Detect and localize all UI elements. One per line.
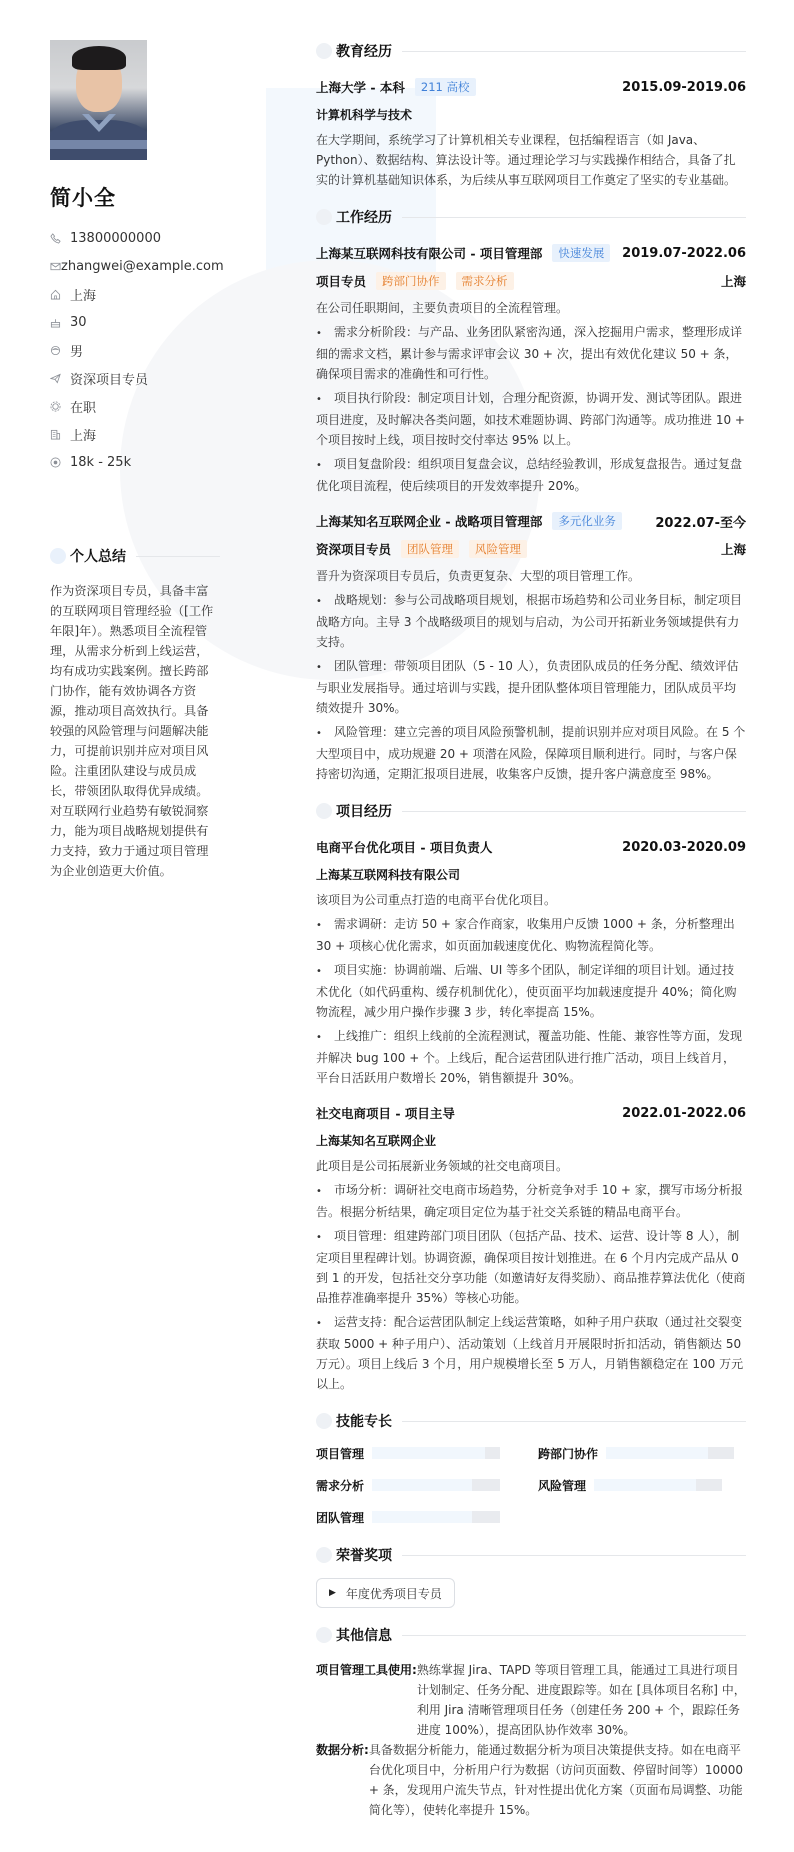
gender-value: 男 [70, 344, 84, 360]
section-dot-icon [50, 548, 66, 564]
skill-bar-fill [594, 1479, 696, 1491]
bullet-item: • 需求调研：走访 50 + 家合作商家，收集用户反馈 1000 + 条，分析整理出 30 + 项核心优化需求，如页面加载速度优化、购物流程简化等。 [316, 917, 735, 953]
summary-text: 作为资深项目专员，具备丰富的互联网项目管理经验（[工作年限]年）。熟悉项目全流程管理，从需求分析到上线运营，均有成功实践案例。擅长跨部门协作，能有效协调各方资源，推动项目高效执行。具备较强的风险管理与问题解决能力，可提前识别并应对项目风险。注重团队建设与成员成长，带领团队取得优异成绩。对互联网行业趋势有敏锐洞察力，能为项目战略规划提供有力支持，致力于通过项目管理为企业创造更大价值。 [50, 584, 214, 878]
bullet-item: • 项目复盘阶段：组织项目复盘会议，总结经验教训，形成复盘报告。通过复盘优化项目流程，使后续项目的开发效率提升 20%。 [316, 457, 743, 493]
candidate-name: 简小全 [50, 186, 116, 210]
job-role: 项目专员 [316, 274, 367, 289]
project-name: 电商平台优化项目 - 项目负责人 [316, 840, 493, 855]
skill-bar [372, 1447, 500, 1459]
status-value: 在职 [70, 400, 97, 416]
mail-icon [50, 261, 61, 272]
skill-label: 跨部门协作 [538, 1446, 599, 1461]
other-info-key: 项目管理工具使用: [316, 1663, 417, 1677]
work-bullets [316, 590, 746, 784]
bullet-item: • 团队管理：带领项目团队（5 - 10 人），负责团队成员的任务分配、绩效评估与职业发展指导。通过培训与实践，提升团队整体项目管理能力，团队成员平均绩效提升 30%。 [316, 659, 739, 715]
work-city-value: 上海 [70, 428, 97, 444]
divider [402, 1421, 746, 1422]
project-company: 上海某互联网科技有限公司 [316, 867, 461, 882]
info-location [50, 280, 220, 308]
divider [402, 811, 746, 812]
email-value: zhangwei@example.com [61, 258, 224, 274]
education-title: 教育经历 [336, 44, 392, 60]
skill-bar [606, 1447, 734, 1459]
main-column [316, 40, 746, 1836]
work-header [316, 206, 746, 228]
info-work-city [50, 420, 220, 448]
skill-bar [372, 1479, 500, 1491]
location-value: 上海 [70, 288, 97, 304]
status-icon [50, 401, 70, 412]
awards-section [316, 1544, 746, 1608]
skills-header [316, 1410, 746, 1432]
awards-header [316, 1544, 746, 1566]
section-dot-icon [316, 1413, 332, 1429]
award-label: 年度优秀项目专员 [345, 1586, 442, 1601]
work-section [316, 206, 746, 784]
work-location: 上海 [720, 274, 746, 289]
building-icon [50, 429, 70, 440]
skill-item [316, 1506, 538, 1528]
skill-item [316, 1474, 538, 1496]
skill-label: 项目管理 [316, 1446, 365, 1461]
phone-icon [50, 233, 70, 244]
divider [136, 556, 220, 557]
project-date: 2020.03-2020.09 [622, 839, 746, 855]
section-dot-icon [316, 1547, 332, 1563]
skill-tag: 跨部门协作 [376, 272, 446, 290]
work-location: 上海 [720, 542, 746, 557]
award-item [316, 1578, 455, 1608]
section-dot-icon [316, 209, 332, 225]
skill-label: 需求分析 [316, 1478, 365, 1493]
work-intro: 在公司任职期间，主要负责项目的全流程管理。 [316, 301, 569, 315]
divider [402, 51, 746, 52]
bullet-item: • 项目实施：协调前端、后端、UI 等多个团队，制定详细的项目计划。通过技术优化（如代码重构、缓存机制优化），使页面平均加载速度提升 40%；简化购物流程，减少用户操作步骤 3 步，转化率提高 15%。 [316, 963, 737, 1019]
triangle-right-icon: ▶ [329, 1588, 336, 1598]
info-salary [50, 448, 220, 476]
phone-value: 13800000000 [70, 230, 161, 246]
skill-bar-fill [372, 1511, 472, 1523]
cake-icon [50, 317, 70, 328]
major: 计算机科学与技术 [316, 107, 413, 122]
project-bullets [316, 1180, 746, 1394]
skill-item [538, 1474, 746, 1496]
skills-title: 技能专长 [336, 1414, 392, 1430]
education-header [316, 40, 746, 62]
info-age [50, 308, 220, 336]
section-dot-icon [316, 803, 332, 819]
info-status [50, 392, 220, 420]
skill-bar-fill [606, 1447, 708, 1459]
school-tag: 211 高校 [415, 78, 476, 96]
skill-label: 团队管理 [316, 1510, 365, 1525]
section-dot-icon [316, 1627, 332, 1643]
project-date: 2022.01-2022.06 [622, 1105, 746, 1121]
section-dot-icon [316, 43, 332, 59]
skill-bar-fill [372, 1447, 485, 1459]
bullet-item: • 市场分析：调研社交电商市场趋势，分析竞争对手 10 + 家，撰写市场分析报告。根据分析结果，确定项目定位为基于社交关系链的精品电商平台。 [316, 1183, 743, 1219]
other-header [316, 1624, 746, 1646]
info-gender [50, 336, 220, 364]
projects-header [316, 800, 746, 822]
other-info-value: 熟练掌握 Jira、TAPD 等项目管理工具，能通过工具进行项目计划制定、任务分配、进度跟踪等。如在 [具体项目名称] 中，利用 Jira 清晰管理项目任务（创建任务 200 + 个，跟踪任务进度 100%），提高团队协作效率 30%。 [416, 1663, 746, 1737]
awards-title: 荣誉奖项 [336, 1548, 392, 1564]
bullet-item: • 项目执行阶段：制定项目计划，合理分配资源，协调开发、测试等团队。跟进项目进度，及时解决各类问题，如技术难题协调、跨部门沟通等。成功推进 10 + 个项目按时上线，项目按时交付率达 95% 以上。 [316, 391, 745, 447]
summary-title: 个人总结 [70, 549, 126, 565]
skill-bar-fill [372, 1479, 472, 1491]
skill-tag: 团队管理 [401, 540, 459, 558]
company-name: 上海某知名互联网企业 - 战略项目管理部 [316, 514, 543, 529]
skill-item [538, 1442, 746, 1464]
education-section [316, 40, 746, 190]
divider [402, 217, 746, 218]
info-phone [50, 224, 220, 252]
home-icon [50, 289, 70, 300]
bullet-item: • 战略规划：参与公司战略项目规划，根据市场趋势和公司业务目标，制定项目战略方向。主导 3 个战略级项目的规划与启动，为公司开拓新业务领域提供有力支持。 [316, 593, 743, 649]
work-intro: 晋升为资深项目专员后，负责更复杂、大型的项目管理工作。 [316, 569, 641, 583]
skill-item [316, 1442, 538, 1464]
info-position [50, 364, 220, 392]
summary-section [50, 545, 220, 881]
work-date: 2022.07-至今 [655, 515, 746, 531]
other-info-value: 具备数据分析能力，能通过数据分析为项目决策提供支持。如在电商平台优化项目中，分析用户行为数据（访问页面数、停留时间等）10000 + 条，发现用户流失节点，针对性提出优化方案（页面布局调整、功能简化等），使转化率提升 15%。 [368, 1743, 743, 1817]
other-info-row [316, 1660, 746, 1740]
project-company: 上海某知名互联网企业 [316, 1133, 437, 1148]
bullet-item: • 项目管理：组建跨部门项目团队（包括产品、技术、运营、设计等 8 人），制定项目里程碑计划。协调资源，确保项目按计划推进。在 6 个月内完成产品从 0 到 1 的开发，包括社交分享功能（如邀请好友得奖励）、商品推荐算法优化（使商品推荐准确率提升 35%）等核心功能。 [316, 1229, 746, 1305]
divider [402, 1555, 746, 1556]
other-info-list [316, 1660, 746, 1820]
company-tag: 快速发展 [552, 244, 610, 262]
gender-icon [50, 345, 70, 356]
skill-tag: 需求分析 [456, 272, 514, 290]
bullet-item: • 风险管理：建立完善的项目风险预警机制，提前识别并应对项目风险。在 5 个大型项目中，成功规避 20 + 项潜在风险，保障项目顺利进行。同时，与客户保持密切沟通，定期汇报项目进展，收集客户反馈，提升客户满意度至 98%。 [316, 725, 746, 781]
project-bullets [316, 914, 746, 1088]
skills-grid [316, 1442, 746, 1528]
position-value: 资深项目专员 [70, 372, 149, 388]
work-date: 2019.07-2022.06 [622, 245, 746, 261]
other-section [316, 1624, 746, 1820]
other-info-row [316, 1740, 746, 1820]
project-entry [316, 836, 746, 1088]
skill-label: 风险管理 [538, 1478, 587, 1493]
work-bullets [316, 322, 746, 496]
projects-section [316, 800, 746, 1394]
work-entry [316, 510, 746, 784]
project-name: 社交电商项目 - 项目主导 [316, 1106, 455, 1121]
info-email [50, 252, 224, 280]
job-role: 资深项目专员 [316, 542, 392, 557]
project-entry [316, 1102, 746, 1394]
education-entry [316, 76, 746, 190]
projects-title: 项目经历 [336, 804, 392, 820]
school-name: 上海大学 - 本科 [316, 80, 405, 95]
send-icon [50, 373, 70, 384]
company-name: 上海某互联网科技有限公司 - 项目管理部 [316, 246, 543, 261]
avatar-photo [50, 40, 147, 160]
profile-column [50, 40, 224, 476]
education-date: 2015.09-2019.06 [622, 79, 746, 95]
other-info-key: 数据分析: [316, 1743, 369, 1757]
other-title: 其他信息 [336, 1628, 392, 1644]
skill-tag: 风险管理 [469, 540, 527, 558]
contact-info-list [50, 224, 224, 476]
skill-bar [372, 1511, 500, 1523]
age-value: 30 [70, 314, 87, 330]
bullet-item: • 运营支持：配合运营团队制定上线运营策略，如种子用户获取（通过社交裂变获取 5000 + 种子用户）、活动策划（上线首月开展限时折扣活动，销售额达 50 万元）。项目上线后 3 个月，用户规模增长至 5 万人，月销售额稳定在 100 万元以上。 [316, 1315, 744, 1391]
work-entry [316, 242, 746, 496]
work-title: 工作经历 [336, 210, 392, 226]
company-tag: 多元化业务 [552, 512, 622, 530]
project-intro: 此项目是公司拓展新业务领域的社交电商项目。 [316, 1159, 569, 1173]
salary-icon [50, 457, 70, 468]
skill-bar [594, 1479, 722, 1491]
bullet-item: • 需求分析阶段：与产品、业务团队紧密沟通，深入挖掘用户需求，整理形成详细的需求文档，累计参与需求评审会议 30 + 次，提出有效优化建议 50 + 条，确保项目需求的准确性和可行性。 [316, 325, 743, 381]
divider [402, 1635, 746, 1636]
bullet-item: • 上线推广：组织上线前的全流程测试，覆盖功能、性能、兼容性等方面，发现并解决 bug 100 + 个。上线后，配合运营团队进行推广活动，项目上线首月，平台日活跃用户数增长 20%，销售额提升 30%。 [316, 1029, 743, 1085]
summary-header [50, 545, 220, 567]
skills-section [316, 1410, 746, 1528]
project-intro: 该项目为公司重点打造的电商平台优化项目。 [316, 893, 557, 907]
salary-value: 18k - 25k [70, 454, 132, 470]
education-description: 在大学期间，系统学习了计算机相关专业课程，包括编程语言（如 Java、Python）、数据结构、算法设计等。通过理论学习与实践操作相结合，具备了扎实的计算机基础知识体系，为后续从事互联网项目工作奠定了坚实的专业基础。 [316, 133, 737, 187]
